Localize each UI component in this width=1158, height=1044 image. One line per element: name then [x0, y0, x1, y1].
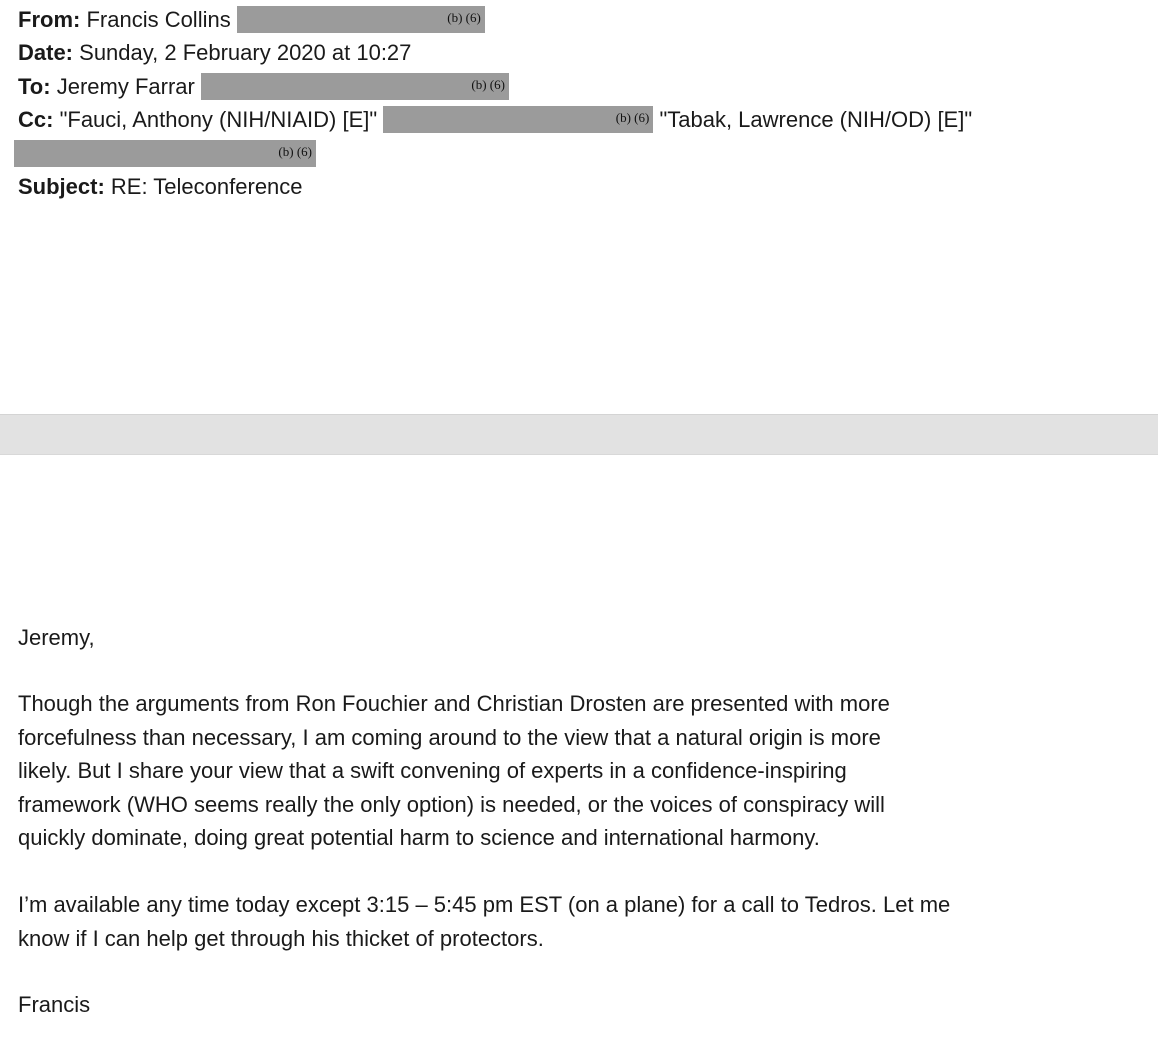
paragraph-1 — [18, 687, 1138, 855]
to-line — [18, 73, 509, 101]
paragraph-1-line: framework (WHO seems really the only option) is needed, or the voices of conspiracy will — [18, 791, 885, 817]
date-value: Sunday, 2 February 2020 at 10:27 — [79, 40, 412, 65]
to-name: Jeremy Farrar — [56, 74, 195, 99]
greeting-text: Jeremy, — [18, 625, 95, 650]
cc-first-redaction — [383, 106, 653, 133]
subject-line — [18, 173, 303, 201]
cc-continuation-line — [18, 140, 316, 168]
paragraph-1-line: likely. But I share your view that a swift convening of experts in a confidence-inspiring — [18, 758, 847, 783]
cc-label: Cc: — [18, 107, 54, 132]
to-redaction-code: (b) (6) — [471, 77, 505, 92]
subject-label: Subject: — [18, 174, 105, 199]
date-line — [18, 39, 411, 67]
paragraph-1-line: forcefulness than necessary, I am coming around to the view that a natural origin is more — [18, 724, 881, 750]
cc-second-redaction-code: (b) (6) — [278, 144, 312, 159]
from-redaction — [237, 6, 485, 33]
cc-first-redaction-code: (b) (6) — [615, 110, 650, 125]
cc-second-recipient: "Tabak, Lawrence (NIH/OD) [E]" — [659, 107, 973, 132]
signature-text: Francis — [18, 992, 91, 1017]
paragraph-1-line: Though the arguments from Ron Fouchier and Christian Drosten are presented with more — [18, 691, 890, 716]
cc-second-redaction — [14, 140, 316, 167]
signature — [18, 988, 1138, 1022]
paragraph-2 — [18, 888, 1138, 955]
to-label: To: — [18, 74, 51, 99]
paragraph-1-line: quickly dominate, doing great potential harm to science and international harmony. — [18, 825, 820, 850]
to-redaction — [201, 73, 509, 100]
cc-line — [18, 106, 972, 134]
subject-value: RE: Teleconference — [110, 174, 303, 199]
cc-first-recipient: "Fauci, Anthony (NIH/NIAID) [E]" — [59, 107, 378, 132]
from-name: Francis Collins — [86, 7, 231, 32]
page-divider — [0, 414, 1158, 455]
paragraph-2-line: know if I can help get through his thicket of protectors. — [18, 925, 544, 951]
from-label: From: — [18, 7, 81, 32]
from-redaction-code: (b) (6) — [447, 10, 481, 25]
paragraph-2-line: I’m available any time today except 3:15 – 5:45 pm EST (on a plane) for a call to Tedros. Let me — [18, 892, 951, 917]
from-line — [18, 6, 485, 34]
greeting — [18, 621, 1138, 655]
date-label: Date: — [18, 40, 74, 65]
